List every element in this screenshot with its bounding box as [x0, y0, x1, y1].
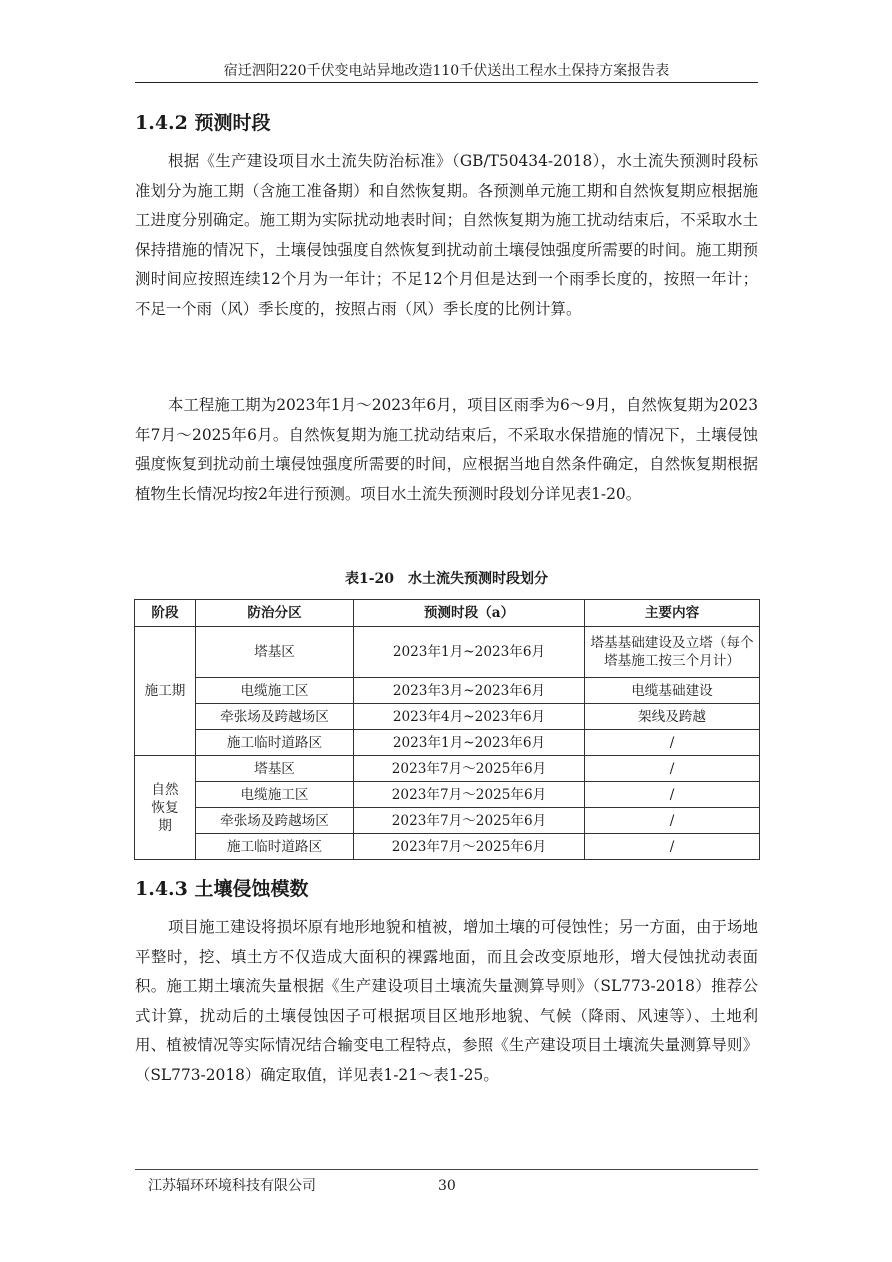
content-cell: /: [585, 782, 760, 808]
section-heading-142: 1.4.2 预测时段: [135, 112, 271, 134]
table-row: [135, 808, 760, 834]
col-header-zone: 防治分区: [196, 600, 354, 627]
zone-cell: 电缆施工区: [196, 782, 354, 808]
col-header-period: 预测时段（a）: [354, 600, 585, 627]
stage-cell-recovery: 自然恢复期: [135, 756, 196, 860]
table-caption: 表1-20 水土流失预测时段划分: [344, 571, 549, 587]
footer-rule: [135, 1169, 758, 1170]
zone-cell: 塔基区: [196, 627, 354, 678]
table-row: [135, 782, 760, 808]
zone-cell: 施工临时道路区: [196, 730, 354, 756]
period-cell: 2023年1月~2023年6月: [354, 627, 585, 678]
table-row: [135, 756, 760, 782]
period-cell: 2023年7月～2025年6月: [354, 834, 585, 860]
section-heading-143: 1.4.3 土壤侵蚀模数: [135, 878, 309, 900]
content-cell: 电缆基础建设: [585, 678, 760, 704]
page-number: 30: [438, 1178, 456, 1194]
col-header-content: 主要内容: [585, 600, 760, 627]
table-row: [135, 834, 760, 860]
period-cell: 2023年1月~2023年6月: [354, 730, 585, 756]
period-cell: 2023年7月～2025年6月: [354, 808, 585, 834]
table-row: [135, 704, 760, 730]
paragraph-143-1: 项目施工建设将损坏原有地形地貌和植被，增加土壤的可侵蚀性；另一方面，由于场地平整时，挖、填土方不仅造成大面积的裸露地面，而且会改变原地形，增大侵蚀扰动表面积。施工期土壤流失量根据《生产建设项目土壤流失量测算导则》（SL773-2018）推荐公式计算，扰动后的土壤侵蚀因子可根据项目区地形地貌、气候（降雨、风速等）、土地利用、植被情况等实际情况结合输变电工程特点，参照《生产建设项目土壤流失量测算导则》（SL773-2018）确定取值，详见表1-21～表1-25。: [135, 918, 758, 1084]
paragraph-142-1: 根据《生产建设项目水土流失防治标准》（GB/T50434-2018），水土流失预测时段标准划分为施工期（含施工准备期）和自然恢复期。各预测单元施工期和自然恢复期应根据施工进度分别确定。施工期为实际扰动地表时间；自然恢复期为施工扰动结束后，不采取水土保持措施的情况下，土壤侵蚀强度自然恢复到扰动前土壤侵蚀强度所需要的时间。施工期预测时间应按照连续12个月为一年计；不足12个月但是达到一个雨季长度的，按照一年计；不足一个雨（风）季长度的，按照占雨（风）季长度的比例计算。: [135, 152, 758, 318]
zone-cell: 塔基区: [196, 756, 354, 782]
zone-cell: 牵张场及跨越场区: [196, 808, 354, 834]
paragraph-142-2: 本工程施工期为2023年1月～2023年6月，项目区雨季为6～9月，自然恢复期为2023年7月～2025年6月。自然恢复期为施工扰动结束后，不采取水保措施的情况下，土壤侵蚀强度恢复到扰动前土壤侵蚀强度所需要的时间，应根据当地自然条件确定，自然恢复期根据植物生长情况均按2年进行预测。项目水土流失预测时段划分详见表1-20。: [135, 396, 758, 503]
content-cell: 塔基基础建设及立塔（每个塔基施工按三个月计）: [585, 627, 760, 678]
period-cell: 2023年7月～2025年6月: [354, 782, 585, 808]
content-cell: /: [585, 756, 760, 782]
zone-cell: 牵张场及跨越场区: [196, 704, 354, 730]
content-cell: /: [585, 730, 760, 756]
header-rule: [135, 82, 758, 83]
content-cell: 架线及跨越: [585, 704, 760, 730]
zone-cell: 施工临时道路区: [196, 834, 354, 860]
period-cell: 2023年3月~2023年6月: [354, 678, 585, 704]
zone-cell: 电缆施工区: [196, 678, 354, 704]
stage-cell-construction: 施工期: [135, 627, 196, 756]
prediction-period-table: [134, 599, 760, 860]
running-header: 宿迁泗阳220千伏变电站异地改造110千伏送出工程水土保持方案报告表: [223, 63, 670, 79]
period-cell: 2023年7月～2025年6月: [354, 756, 585, 782]
content-cell: /: [585, 834, 760, 860]
table-row: [135, 730, 760, 756]
table-row: [135, 627, 760, 678]
period-cell: 2023年4月~2023年6月: [354, 704, 585, 730]
table-row: [135, 678, 760, 704]
table-header-row: [135, 600, 760, 627]
footer-company: 江苏辐环环境科技有限公司: [148, 1178, 316, 1194]
content-cell: /: [585, 808, 760, 834]
col-header-stage: 阶段: [135, 600, 196, 627]
